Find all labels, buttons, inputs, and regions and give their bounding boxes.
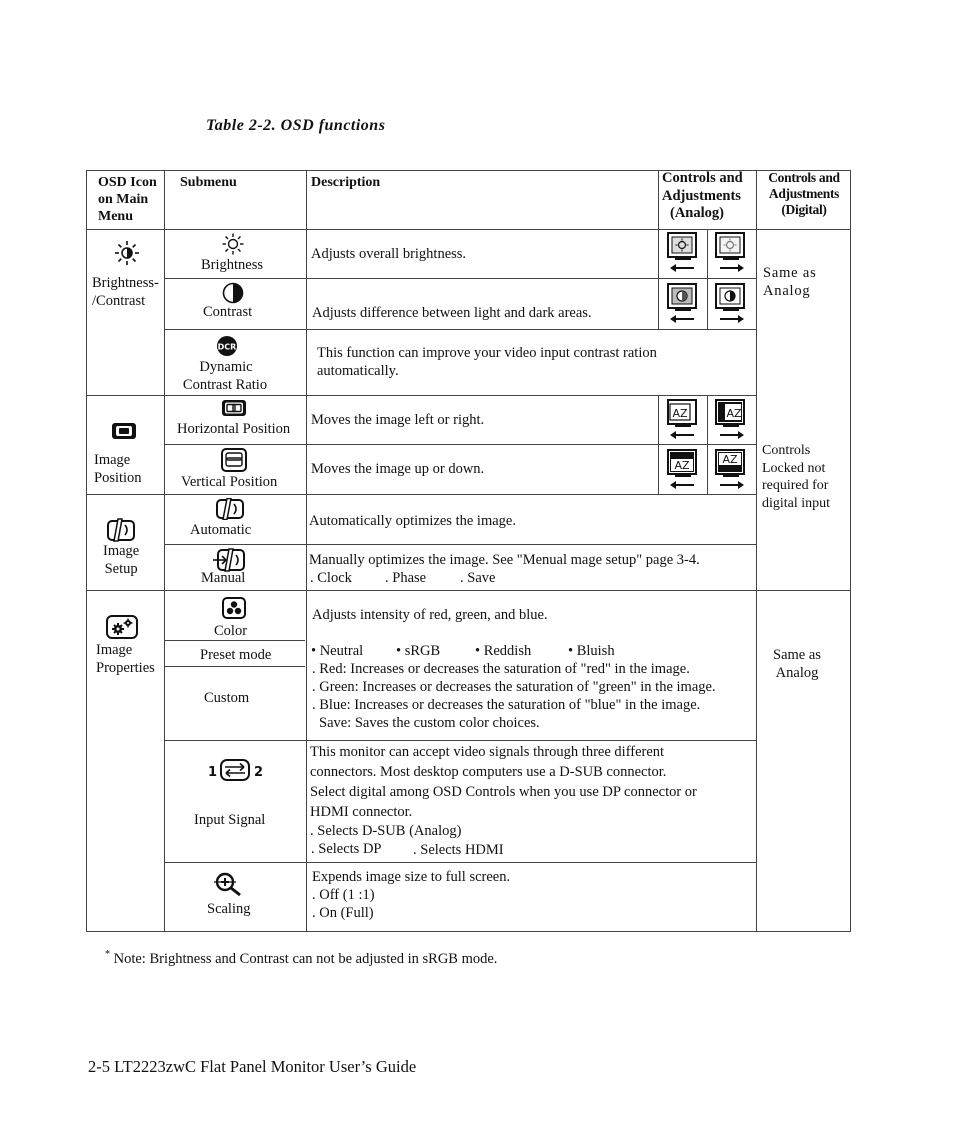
desc-manual: Manually optimizes the image. See "Menual mage setup" page 3-4. [309,552,700,568]
submenu-color: Color [214,623,248,639]
preset-reddish: • Reddish [475,643,532,659]
svg-text:AZ: AZ [722,453,738,466]
group-label-image-position: Image Position [94,452,142,486]
preset-bluish: • Bluish [568,643,615,659]
desc-vertical-position: Moves the image up or down. [311,461,485,477]
note-asterisk: * [105,949,110,960]
group-label-image-setup: Image Setup [103,543,140,577]
brightness-increase-control-icon [714,232,748,274]
header-digital: Controls and Adjustments (Digital) [768,170,840,217]
submenu-manual: Manual [201,570,246,586]
desc-contrast: Adjusts difference between light and dark areas. [312,305,592,321]
desc-brightness: Adjusts overall brightness. [311,246,467,262]
svg-text:DCR: DCR [217,342,237,352]
sun-icon [114,240,140,266]
group-label-brightness-contrast: Brightness- /Contrast [92,275,159,309]
vertical-position-icon [221,448,247,472]
desc-manual-save: . Save [460,570,496,586]
table-note: * Note: Brightness and Contrast can not be adjusted in sRGB mode. [105,949,498,967]
submenu-custom: Custom [204,690,250,706]
contrast-increase-control-icon [714,283,748,325]
gear-monitor-icon [106,615,138,639]
header-osd-icon: OSD Icon on Main Menu [98,175,157,224]
vertical-up-control-icon [714,449,748,491]
preset-srgb: • sRGB [396,643,441,659]
page-footer: 2-5 LT2223zwC Flat Panel Monitor User’s Guide [88,1057,417,1076]
desc-manual-phase: . Phase [385,570,427,586]
svg-text:AZ: AZ [672,407,688,420]
vertical-down-control-icon [666,449,700,491]
submenu-preset-mode: Preset mode [200,647,272,663]
desc-input-hdmi: . Selects HDMI [413,842,504,858]
preset-neutral: • Neutral [311,643,364,659]
submenu-vertical-position: Vertical Position [181,474,278,490]
svg-text:AZ: AZ [674,459,690,472]
submenu-input-signal: Input Signal [194,812,266,828]
group-label-image-properties: Image Properties [96,642,155,676]
image-setup-icon [107,518,135,542]
submenu-dynamic-contrast: Dynamic Contrast Ratio [182,359,268,393]
digital-same-as-analog-bottom: Same as Analog [773,647,821,681]
table-caption: Table 2-2. OSD functions [206,117,386,134]
color-dots-icon [222,597,246,619]
submenu-horizontal-position: Horizontal Position [177,421,291,437]
auto-setup-icon [216,498,244,520]
desc-dynamic-contrast: This function can improve your video input contrast ration automatically. [317,345,657,379]
horizontal-right-control-icon [714,399,748,441]
brightness-decrease-control-icon [666,232,700,274]
submenu-scaling: Scaling [207,901,251,917]
horizontal-left-control-icon [666,399,700,441]
header-submenu: Submenu [180,175,237,190]
desc-manual-clock: . Clock [310,570,352,586]
desc-color: Adjusts intensity of red, green, and blue. [312,607,548,623]
zoom-icon [212,871,246,897]
monitor-icon [111,422,137,440]
input-signal-icon [208,758,266,782]
svg-text:AZ: AZ [726,407,742,420]
submenu-automatic: Automatic [190,522,252,538]
header-description: Description [311,175,381,190]
digital-same-as-analog-top: Same as Analog [763,265,817,299]
desc-automatic: Automatically optimizes the image. [309,513,516,529]
svg-text:1: 1 [208,765,218,780]
desc-scaling: Expends image size to full screen. . Off (1 :1) . On (Full) [312,869,511,921]
svg-text:2: 2 [254,765,264,780]
desc-input-signal: This monitor can accept video signals through three different connectors. Most desktop computers use a D-SUB connector. Select digital among OSD Controls when you use DP connector or HDMI connector. . Selects D-SUB (Analog) [310,744,697,839]
submenu-brightness: Brightness [201,257,264,273]
sun-icon [222,233,244,255]
desc-horizontal-position: Moves the image left or right. [311,412,485,428]
dcr-icon [216,335,238,357]
half-circle-icon [222,282,244,304]
submenu-contrast: Contrast [203,304,253,320]
desc-input-dp: . Selects DP [311,841,382,857]
desc-custom: . Red: Increases or decreases the saturation of "red" in the image. . Green: Increases or decreases the saturation of "green" in the image. . Blue: Increases or decreases the saturation of "blue" in the image. Save: Saves the custom color choices. [312,661,716,731]
digital-locked-note: Controls Locked not required for digital input [762,443,831,511]
contrast-decrease-control-icon [666,283,700,325]
horizontal-position-icon [221,399,247,417]
header-analog: Controls and Adjustments (Analog) [662,170,743,221]
